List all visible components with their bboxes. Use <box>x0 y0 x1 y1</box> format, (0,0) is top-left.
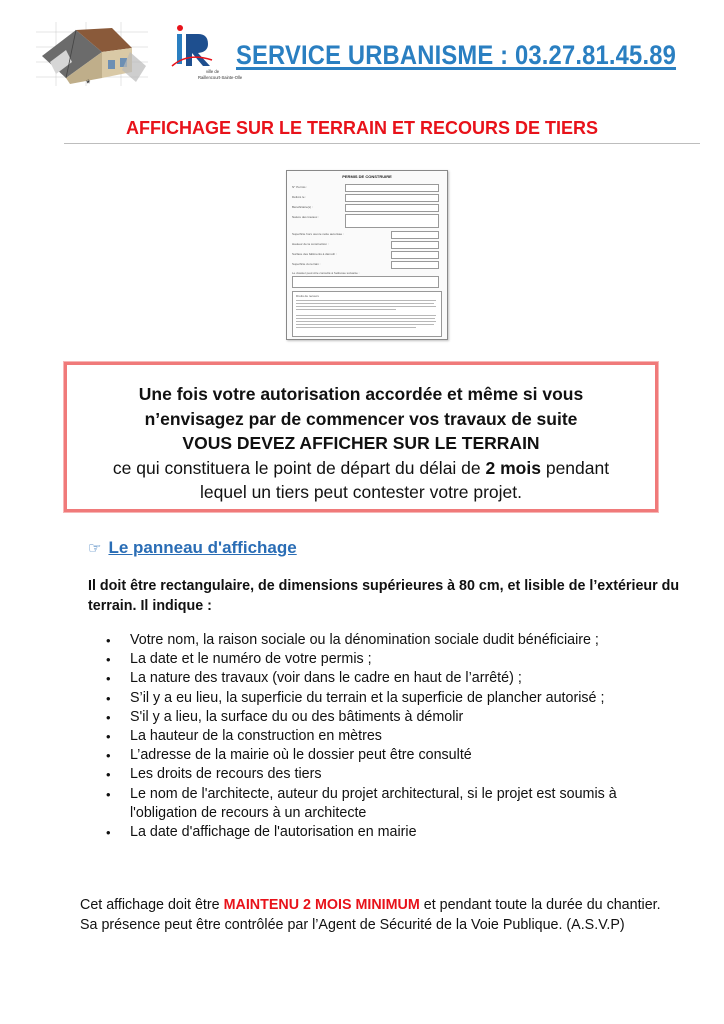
notice-line-2: n’envisagez par de commencer vos travaux de suite <box>144 408 578 429</box>
permit-info-box <box>292 291 442 337</box>
bullet-icon: • <box>106 671 111 687</box>
permit-field <box>391 261 439 269</box>
list-item <box>104 823 664 842</box>
permit-row: Le dossier peut être consulté à l'adresse suivante : <box>292 271 360 275</box>
list-item <box>104 785 664 823</box>
list-item-text: La hauteur de la construction en mètres <box>130 728 382 745</box>
permit-row: Surface des bâtiments à démolir : <box>292 252 337 256</box>
bullet-icon: • <box>106 729 111 745</box>
permit-row: N° Permis : <box>292 185 308 189</box>
list-item-text: S’il y a eu lieu, la superficie du terrain et la superficie de plancher autorisé ; <box>130 689 605 706</box>
house-illustration <box>36 22 148 86</box>
logo-text-line1: ville de <box>206 69 220 74</box>
notice-line-3: VOUS DEVEZ AFFICHER SUR LE TERRAIN <box>182 433 540 453</box>
list-item-text: La nature des travaux (voir dans le cadre en haut de l’arrêté) ; <box>130 670 522 687</box>
footer-paragraph: Cet affichage doit être MAINTENU 2 MOIS MINIMUM et pendant toute la durée du chantier. Sa présence peut être contrôlée par l’Agent de Sécurité de la Voie Publique. (A.S.V.P) <box>80 897 661 933</box>
bullet-icon: • <box>106 633 111 648</box>
permit-row: Délivré le : <box>292 195 307 199</box>
bullet-icon: • <box>106 748 111 764</box>
list-item <box>104 650 664 669</box>
permit-field <box>292 276 439 288</box>
permit-field <box>345 194 439 202</box>
notice-box <box>64 362 658 512</box>
notice-line-5: lequel un tiers peut contester votre projet. <box>200 482 522 502</box>
bullet-icon: • <box>106 652 111 668</box>
notice-line-4: ce qui constituera le point de départ du délai de 2 mois pendant <box>112 457 610 478</box>
title-divider <box>64 143 700 144</box>
notice-line-1: Une fois votre autorisation accordée et même si vous <box>138 384 584 404</box>
section-heading <box>88 538 297 558</box>
list-item-text: La date d'affichage de l'autorisation en mairie <box>130 824 417 841</box>
bullet-icon: • <box>106 825 111 841</box>
permit-field <box>345 214 439 228</box>
permit-field <box>345 204 439 212</box>
list-item <box>104 631 664 650</box>
duration-highlight: MAINTENU 2 MOIS MINIMUM <box>223 897 420 913</box>
permit-row: Nature des travaux : <box>292 215 320 219</box>
intro-paragraph: Il doit être rectangulaire, de dimensions supérieures à 80 cm, et lisible de l’extérieur du terrain. Il indique : <box>88 578 680 614</box>
bullet-icon: • <box>106 767 111 783</box>
permit-field <box>345 184 439 192</box>
permit-form-title: PERMIS DE CONSTRUIRE <box>342 174 392 179</box>
notice-duration: 2 mois <box>485 457 541 478</box>
list-item-text: La date et le numéro de votre permis ; <box>130 651 372 668</box>
permit-field <box>391 251 439 259</box>
section-heading-label: Le panneau d'affichage <box>108 538 297 557</box>
requirements-list <box>104 631 664 842</box>
list-item-text: L’adresse de la mairie où le dossier peut être consulté <box>130 747 472 764</box>
permit-info-title: Droits de recours <box>296 294 319 298</box>
list-item <box>104 727 664 746</box>
list-item-text: Les droits de recours des tiers <box>130 766 322 783</box>
list-item <box>104 669 664 688</box>
page-title: AFFICHAGE SUR LE TERRAIN ET RECOURS DE TIERS <box>125 118 599 138</box>
permit-row: Bénéficiaire(s) : <box>292 205 313 209</box>
permit-row: Superficie hors œuvre nette autorisée : <box>292 232 344 236</box>
permit-row: Hauteur de la construction : <box>292 242 329 246</box>
list-item <box>104 746 664 765</box>
permit-row: Superficie du terrain : <box>292 262 321 266</box>
list-item-text: Le nom de l'architecte, auteur du projet architectural, si le projet est soumis à l'obligation de recours à un architecte <box>130 785 617 821</box>
logo-text-line2: Raillencourt-Sainte-Olle <box>198 75 243 80</box>
list-item <box>104 689 664 708</box>
town-logo <box>168 22 243 82</box>
bullet-icon: • <box>106 690 111 706</box>
list-item <box>104 708 664 727</box>
permit-field <box>391 231 439 239</box>
service-title: SERVICE URBANISME : 03.27.81.45.89 <box>236 40 677 70</box>
permit-form-image <box>286 170 448 340</box>
list-item-text: Votre nom, la raison sociale ou la dénomination sociale dudit bénéficiaire ; <box>130 632 599 648</box>
list-item <box>104 765 664 784</box>
bullet-icon: • <box>106 786 111 802</box>
permit-field <box>391 241 439 249</box>
pointing-hand-icon: ☞ <box>88 540 102 557</box>
list-item-text: S'il y a lieu, la surface du ou des bâtiments à démolir <box>130 708 464 725</box>
bullet-icon: • <box>106 709 111 725</box>
asterisk-mark: * <box>86 78 91 90</box>
